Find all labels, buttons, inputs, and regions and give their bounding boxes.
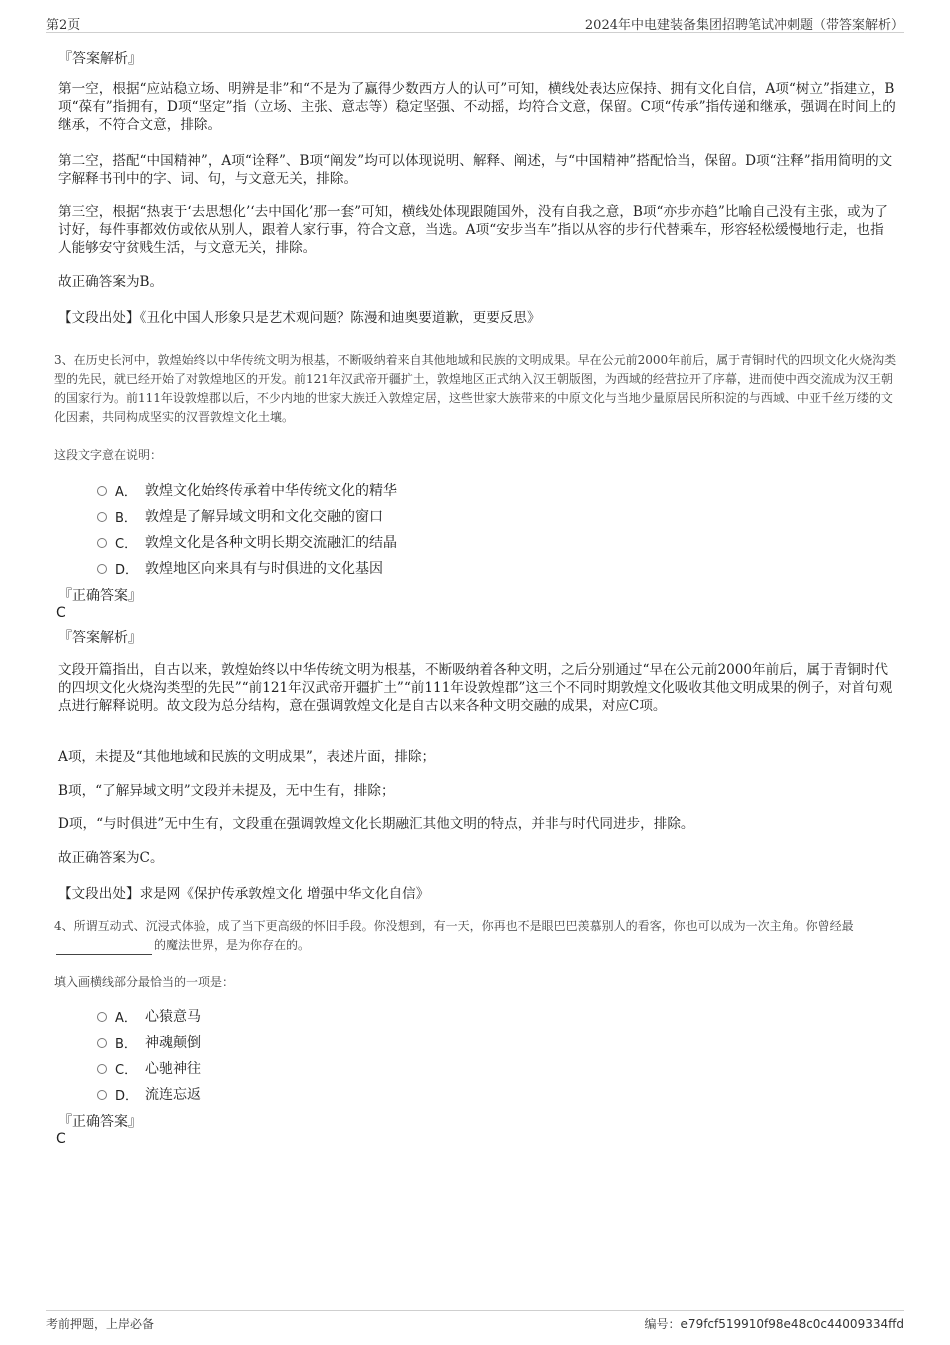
radio-icon[interactable] <box>97 486 107 496</box>
correct-answer-label: 『正确答案』 <box>58 1114 142 1130</box>
correct-answer: C <box>56 605 66 621</box>
code-value: e79fcf519910f98e48c0c44009334ffd <box>680 1317 904 1331</box>
option-letter: B． <box>115 510 137 526</box>
question-4-option-d[interactable] <box>97 1084 201 1104</box>
analysis-paragraph-3: 第三空，根据“热衷于‘去思想化’‘去中国化’那一套”可知，横线处体现跟随国外，没有自我之意，B项“亦步亦趋”比喻自己没有主张，或为了讨好，每件事都效仿或依从别人，跟着人家行事，符合文意，当选。A项“安步当车”指以从容的步行代替乘车，形容轻松缓慢地行走，也指人能够安守贫贱生活，与文意无关，排除。 <box>58 204 888 256</box>
analysis-conclusion: 故正确答案为C。 <box>58 850 164 866</box>
document-title: 2024年中电建装备集团招聘笔试冲刺题（带答案解析） <box>584 18 904 33</box>
radio-icon[interactable] <box>97 1038 107 1048</box>
option-letter: D． <box>115 1088 139 1104</box>
page-number: 第2页 <box>46 18 81 33</box>
question-4-option-c[interactable] <box>97 1058 201 1078</box>
page-footer <box>46 1310 904 1333</box>
option-letter: C． <box>115 1062 138 1078</box>
source-text: 求是网《保护传承敦煌文化 增强中华文化自信》 <box>139 886 430 902</box>
question-4-text-after: 的魔法世界，是为你存在的。 <box>154 938 311 952</box>
question-4-text <box>54 917 900 955</box>
analysis-paragraph-2: A项，未提及“其他地域和民族的文明成果”，表述片面，排除； <box>58 749 436 765</box>
option-text: 敦煌文化始终传承着中华传统文化的精华 <box>145 483 397 499</box>
page-header <box>46 12 904 33</box>
analysis-paragraph-1: 文段开篇指出，自古以来，敦煌始终以中华传统文明为根基，不断吸纳着各种文明，之后分别通过“早在公元前2000年前后，属于青铜时代的四坝文化火烧沟类型的先民”“前121年汉武帝开疆扩土”“前111年设敦煌郡”这三个不同时期敦煌文化吸收其他文明成果的例子，对首句观点进行解释说明。故文段为总分结构，意在强调敦煌文化是自古以来各种文明交融的成果，对应C项。 <box>58 662 893 714</box>
correct-answer: C <box>56 1131 66 1147</box>
question-4-option-b[interactable] <box>97 1032 201 1052</box>
question-3-option-b[interactable] <box>97 506 383 526</box>
radio-icon[interactable] <box>97 512 107 522</box>
option-text: 心猿意马 <box>145 1009 201 1025</box>
analysis-paragraph-1: 第一空，根据“应站稳立场、明辨是非”和“不是为了赢得少数西方人的认可”可知，横线处表达应保持、拥有文化自信，A项“树立”指建立，B项“葆有”指拥有，D项“坚定”指（立场、主张、意志等）稳定坚强、不动摇，均符合文意，保留。C项“传承”指传递和继承，强调在时间上的继承，不符合文意，排除。 <box>58 81 896 133</box>
source-line <box>58 306 541 326</box>
radio-icon[interactable] <box>97 564 107 574</box>
option-text: 流连忘返 <box>145 1087 201 1103</box>
option-text: 敦煌地区向来具有与时俱进的文化基因 <box>145 561 383 577</box>
analysis-conclusion: 故正确答案为B。 <box>58 274 164 290</box>
question-4-text-before: 4、所谓互动式、沉浸式体验，成了当下更高级的怀旧手段。你没想到，有一天，你再也不是眼巴巴羡慕别人的看客，你也可以成为一次主角。你曾经最 <box>54 919 854 933</box>
option-letter: A． <box>115 484 137 500</box>
question-4-option-a[interactable] <box>97 1006 201 1026</box>
footer-slogan: 考前押题，上岸必备 <box>46 1317 155 1331</box>
option-text: 敦煌文化是各种文明长期交流融汇的结晶 <box>145 535 397 551</box>
question-3-option-a[interactable] <box>97 480 397 500</box>
analysis-label: 『答案解析』 <box>58 51 142 67</box>
question-4-stem: 填入画横线部分最恰当的一项是： <box>54 975 235 989</box>
option-text: 神魂颠倒 <box>145 1035 201 1051</box>
fill-blank <box>56 942 152 955</box>
option-letter: A． <box>115 1010 137 1026</box>
source-label: 【文段出处】 <box>58 886 140 902</box>
option-letter: D． <box>115 562 139 578</box>
source-text: 《丑化中国人形象只是艺术观问题？陈漫和迪奥要道歉，更要反思》 <box>139 310 541 326</box>
question-3-text: 3、在历史长河中，敦煌始终以中华传统文明为根基，不断吸纳着来自其他地域和民族的文明成果。早在公元前2000年前后，属于青铜时代的四坝文化火烧沟类型的先民，就已经开始了对敦煌地区的开发。前121年汉武帝开疆扩土，敦煌地区正式纳入汉王朝版图，为西域的经营拉开了序幕，进而使中西交流成为汉王朝的国家行为。前111年设敦煌郡以后，不少内地的世家大族迁入敦煌定居，这些世家大族带来的中原文化与当地少量原居民所积淀的与西域、中亚千丝万缕的文化因素，共同构成坚实的汉晋敦煌文化土壤。 <box>54 353 897 424</box>
document-code <box>645 1315 904 1332</box>
option-text: 敦煌是了解异域文明和文化交融的窗口 <box>145 509 383 525</box>
radio-icon[interactable] <box>97 538 107 548</box>
question-3-option-c[interactable] <box>97 532 397 552</box>
option-letter: C． <box>115 536 138 552</box>
analysis-label: 『答案解析』 <box>58 630 142 646</box>
correct-answer-label: 『正确答案』 <box>58 588 142 604</box>
analysis-paragraph-3: B项，“了解异域文明”文段并未提及，无中生有，排除； <box>58 783 395 799</box>
source-line <box>58 882 429 902</box>
option-text: 心驰神往 <box>145 1061 201 1077</box>
radio-icon[interactable] <box>97 1090 107 1100</box>
source-label: 【文段出处】 <box>58 310 140 326</box>
radio-icon[interactable] <box>97 1064 107 1074</box>
code-label: 编号： <box>644 1317 681 1331</box>
question-3-option-d[interactable] <box>97 558 383 578</box>
question-3-stem: 这段文字意在说明： <box>54 448 163 462</box>
radio-icon[interactable] <box>97 1012 107 1022</box>
analysis-paragraph-4: D项，“与时俱进”无中生有，文段重在强调敦煌文化长期融汇其他文明的特点，并非与时代同进步，排除。 <box>58 816 695 832</box>
option-letter: B． <box>115 1036 137 1052</box>
analysis-paragraph-2: 第二空，搭配“中国精神”，A项“诠释”、B项“阐发”均可以体现说明、解释、阐述，与“中国精神”搭配恰当，保留。D项“注释”指用简明的文字解释书刊中的字、词、句，与文意无关，排除。 <box>58 153 893 187</box>
